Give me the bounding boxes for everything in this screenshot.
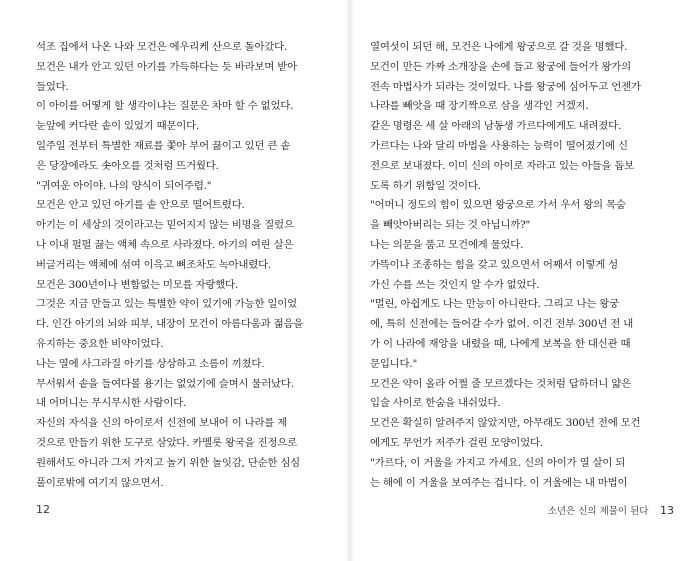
text-line: 열여섯이 되던 해, 모건은 나에게 왕궁으로 갈 것을 명했다. (370, 41, 628, 53)
text-line: 나 이내 펄펄 끓는 액체 속으로 사라졌다. 아기의 여린 살은 (36, 238, 294, 251)
text-line: "가르다, 이 거울을 가지고 가세요. 신의 아이가 열 살이 되 (370, 456, 626, 469)
text-line: 가신 수를 쓰는 것인지 알 수가 없었다. (370, 278, 540, 291)
left-text-column (36, 38, 326, 493)
text-line: 것으로 만들기 위한 도구로 삼았다. 카멜롯 왕국을 진정으로 (36, 436, 297, 449)
text-line: 풀이로밖에 여기지 않으면서. (36, 476, 164, 489)
text-line: 이 아이를 어떻게 할 생각이냐는 질문은 차마 할 수 없었다. (36, 100, 294, 113)
text-line: 무서워서 솥을 들여다볼 용기는 없었기에 슬며시 물러났다. (36, 377, 294, 390)
text-line: 모건이 만든 가짜 소개장을 손에 들고 왕궁에 들어가 왕가의 (370, 60, 631, 73)
text-line: "귀여운 아이야. 나의 양식이 되어주렴." (36, 179, 212, 192)
text-line: 아기는 이 세상의 것이라고는 믿어지지 않는 비명을 질렀으 (36, 219, 294, 232)
text-line: 내 어머니는 무시무시한 사람이다. (36, 397, 187, 410)
text-line: 모건은 300년이나 변함없는 미모를 자랑했다. (36, 278, 238, 291)
text-line: 눈앞에 커다란 솥이 있었기 때문이다. (36, 120, 200, 133)
text-line: 전속 마법사가 되라는 것이었다. 나를 왕궁에 심어두고 언젠가 (370, 80, 641, 93)
right-page-number: 13 (660, 504, 674, 517)
text-line: 들었다. (36, 80, 69, 93)
text-line: 입술 사이로 한숨을 내쉬었다. (370, 397, 501, 410)
text-line: 일주일 전부터 특별한 재료를 쫓아 부어 끓이고 있던 큰 솥 (36, 139, 291, 152)
text-line: 모건은 안고 있던 아기를 솥 안으로 떨어트렸다. (36, 199, 245, 212)
text-line: 모건은 약이 올라 어쩔 줄 모르겠다는 것처럼 답하더니 얇은 (370, 377, 631, 390)
right-footer (548, 503, 674, 517)
text-line: 그것은 지금 만들고 있는 특별한 약이 있기에 가능한 일이었 (36, 298, 297, 311)
text-line: 모건은 확실히 알려주지 않았지만, 아무래도 300년 전에 모건 (370, 417, 641, 430)
text-line: 에게도 무언가 저주가 걸린 모양이었다. (370, 436, 543, 449)
text-line: 은 당장에라도 솟아오를 것처럼 뜨거웠다. (36, 159, 219, 172)
left-page-number: 12 (36, 503, 50, 516)
text-line: 을 빼앗아버리는 되는 것 아닙니까?" (370, 219, 531, 232)
text-line: 도록 하기 위함일 것이다. (370, 179, 481, 192)
text-line: 는 해에 이 거울을 보여주는 겁니다. 이 거울에는 내 마법이 (370, 476, 628, 489)
text-line: 가뜩이나 조종하는 힘을 갖고 있으면서 어째서 이렇게 성 (370, 258, 618, 271)
text-line: 전으로 보내졌다. 이미 신의 아이로 자라고 있는 아들을 돕보 (370, 159, 635, 172)
running-title: 소년은 신의 제물이 된다 (547, 506, 649, 517)
right-text-column (370, 38, 668, 493)
text-line: 자신의 자식을 신의 아이로서 신전에 보내어 이 나라를 제 (36, 417, 288, 430)
text-line: 모건은 내가 안고 있던 아기를 가득하다는 듯 바라보며 받아 (36, 60, 297, 73)
text-line: 가르다는 나와 달리 마법을 사용하는 능력이 떨어졌기에 신 (370, 139, 628, 152)
left-footer (36, 503, 50, 516)
text-line: "멀린, 아쉽게도 나는 만능이 아니란다. 그리고 나는 왕궁 (370, 298, 619, 311)
text-line: 나라를 빼앗을 때 장기짝으로 삼을 생각인 거겠지. (370, 100, 589, 113)
text-line: 다. 인간 아기의 뇌와 피부, 내장이 모건이 아름다움과 젊음을 (36, 318, 304, 331)
text-line: 원해서도 아니라 그저 가지고 놀기 위한 놀잇감, 단순한 심심 (36, 456, 301, 469)
text-line: "어머니 정도의 힘이 있으면 왕궁으로 가서 우서 왕의 목숨 (370, 199, 626, 212)
right-page (350, 0, 700, 561)
text-line: 나는 열에 사그라질 아기를 상상하고 소름이 끼쳤다. (36, 357, 265, 370)
text-line: 같은 명령은 세 살 아래의 남동생 가르다에게도 내려졌다. (370, 120, 622, 133)
text-line: 가 이 나라에 재앙을 내렸을 때, 나에게 보복을 한 대신관 때 (370, 337, 631, 350)
text-line: 에, 특히 신전에는 들어갈 수가 없어. 이건 전부 300년 전 내 (370, 318, 634, 331)
text-line: 문입니다." (370, 357, 418, 370)
text-line: 유지하는 중요한 비약이었다. (36, 337, 164, 350)
text-line: 나는 의문을 품고 모건에게 물었다. (370, 238, 524, 251)
text-line: 석조 집에서 나온 나와 모건은 에우리케 산으로 돌아갔다. (36, 41, 288, 53)
text-line: 버글거리는 액체에 섞여 이윽고 뼈조차도 녹아내렸다. (36, 258, 272, 271)
